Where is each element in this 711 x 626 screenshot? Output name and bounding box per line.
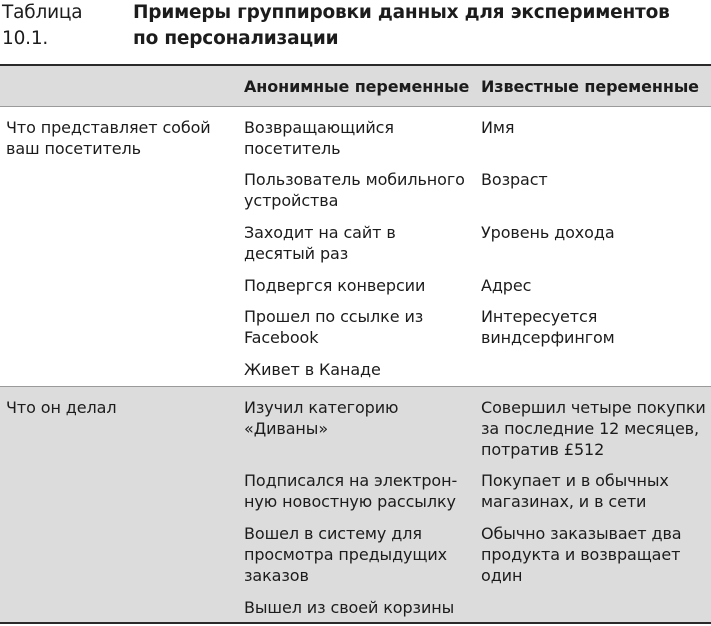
anonymous-cell: Прошел по ссылке из Facebook [244,307,424,347]
anonymous-cell: Вошел в систему для просмотра предыдущих заказов [244,524,448,585]
known-cell: Адрес [481,276,532,295]
anonymous-cell: Возвращающийся посетитель [244,118,394,158]
anonymous-cell: Живет в Канаде [244,360,381,379]
table-group-actions [0,386,711,623]
known-cell: Совершил четыре покупки за последние 12 месяцев, потратив £512 [481,398,706,459]
known-cell: Интересуется виндсерфингом [481,307,615,347]
anonymous-cell: Изучил категорию «Диваны» [244,398,399,438]
table-header-row [0,66,711,107]
known-cell: Обычно заказывает два продукта и возвращает один [481,524,682,585]
anonymous-cell: Подписался на электрон-ную новостную рассылку [244,471,458,511]
caption-label: Таблица 10.1. [2,2,83,49]
group-label-visitor: Что представляет собой ваш посетитель [6,118,211,158]
anonymous-cell: Заходит на сайт в десятый раз [244,223,396,263]
known-cell: Уровень дохода [481,223,615,242]
group-label-actions: Что он делал [6,398,117,417]
header-known-variables: Известные переменные [481,77,699,96]
anonymous-cell: Пользователь мобильного устройства [244,170,465,210]
known-cell: Покупает и в обычных магазинах, и в сети [481,471,669,511]
caption-title: Примеры группировки данных для экспериментов по персонализации [133,2,670,49]
table-caption [2,0,707,52]
personalization-table [0,64,711,623]
anonymous-cell: Вышел из своей корзины [244,598,455,617]
table-group-visitor [0,107,711,386]
known-cell: Возраст [481,170,548,189]
anonymous-cell: Подвергся конверсии [244,276,426,295]
known-cell: Имя [481,118,515,137]
header-anonymous-variables: Анонимные переменные [244,77,470,96]
bottom-rule [0,622,711,624]
